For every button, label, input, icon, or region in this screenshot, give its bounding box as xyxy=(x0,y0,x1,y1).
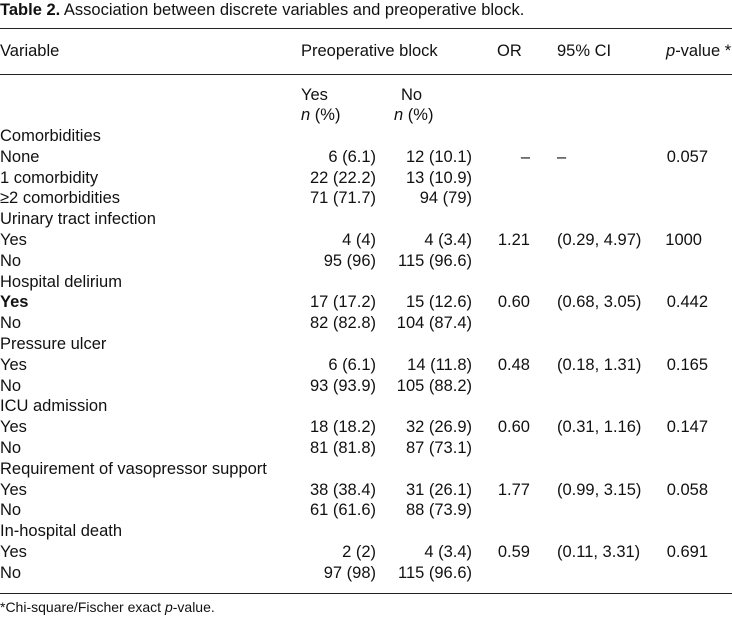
group-label: Urinary tract infection xyxy=(0,210,156,229)
table-cell-yes: 93 (93.9) xyxy=(309,376,376,395)
table-cell-or: 0.60 xyxy=(497,418,530,437)
table-cell-p: 1000 xyxy=(665,231,702,249)
subheader-n-yes-pct: (%) xyxy=(310,106,341,124)
table-cell-ci: (0.31, 1.16) xyxy=(557,418,642,437)
table-cell-no: 94 (79) xyxy=(419,189,472,208)
table-caption-label: Table 2. xyxy=(0,1,61,19)
table-cell-label: Yes xyxy=(0,293,29,312)
header-ci: 95% CI xyxy=(557,42,612,60)
table-cell-label: None xyxy=(0,147,40,166)
table-cell-label: Yes xyxy=(0,543,27,561)
table-cell-ci: (0.68, 3.05) xyxy=(557,293,642,312)
table-cell-yes: 71 (71.7) xyxy=(309,189,376,208)
subheader-n-no xyxy=(394,105,433,125)
table-cell-yes: 22 (22.2) xyxy=(309,168,376,187)
group-label: ICU admission xyxy=(0,397,108,416)
group-label: Pressure ulcer xyxy=(0,335,107,353)
table-cell-yes: 38 (38.4) xyxy=(309,480,376,499)
table-cell-label: Yes xyxy=(0,355,27,374)
table-cell-no: 32 (26.9) xyxy=(405,418,472,437)
subheader-n-yes-italic: n xyxy=(301,106,311,124)
table-cell-ci: (0.29, 4.97) xyxy=(557,231,642,249)
table-cell-yes: 95 (96) xyxy=(323,251,376,270)
header-or: OR xyxy=(497,42,522,60)
table-cell-no: 104 (87.4) xyxy=(396,314,472,333)
table-cell-label: Yes xyxy=(0,480,27,499)
header-p-italic: p xyxy=(666,42,676,60)
top-rule xyxy=(0,28,732,29)
footnote-p-italic: p xyxy=(164,599,173,615)
table-cell-label: No xyxy=(0,563,22,582)
table-cell-ci: (0.11, 3.31) xyxy=(557,543,641,561)
table-cell-no: 31 (26.1) xyxy=(405,480,472,499)
table-cell-label: 1 comorbidity xyxy=(0,168,99,187)
table-cell-no: 13 (10.9) xyxy=(405,168,472,187)
table-cell-yes: 4 (4) xyxy=(342,231,376,249)
table-cell-ci: (0.18, 1.31) xyxy=(557,355,642,374)
table-cell-no: 4 (3.4) xyxy=(424,543,472,561)
table-cell-label: ≥2 comorbidities xyxy=(0,189,121,208)
table-cell-or: 0.59 xyxy=(497,543,530,561)
subheader-n-yes xyxy=(301,105,340,125)
group-label: In-hospital death xyxy=(0,522,123,541)
table-caption xyxy=(0,1,524,20)
table-cell-label: No xyxy=(0,501,22,520)
table-cell-label: No xyxy=(0,439,22,457)
table-cell-p: 0.691 xyxy=(666,543,708,561)
table-cell-no: 14 (11.8) xyxy=(407,355,472,374)
table-footnote xyxy=(0,599,215,615)
table-cell-label: No xyxy=(0,376,22,395)
table-cell-p: 0.165 xyxy=(666,355,708,374)
table-cell-or: 1.77 xyxy=(497,480,530,499)
table-cell-yes: 81 (81.8) xyxy=(309,439,376,457)
table-cell-yes: 2 (2) xyxy=(342,543,376,561)
table-cell-ci: (0.99, 3.15) xyxy=(557,480,642,499)
table-cell-no: 115 (96.6) xyxy=(398,251,472,270)
table-cell-no: 87 (73.1) xyxy=(405,439,472,457)
table-caption-text: Association between discrete variables and preoperative block. xyxy=(63,1,525,19)
table-cell-no: 88 (73.9) xyxy=(405,501,472,520)
subheader-n-no-pct: (%) xyxy=(403,106,434,124)
table-cell-or: – xyxy=(520,147,530,166)
table-cell-yes: 18 (18.2) xyxy=(309,418,376,437)
header-variable: Variable xyxy=(0,42,60,60)
table-cell-p: 0.442 xyxy=(666,293,708,312)
header-p-value xyxy=(666,41,731,61)
table-cell-label: No xyxy=(0,314,22,333)
table-cell-p: 0.058 xyxy=(666,480,708,499)
table-cell-no: 12 (10.1) xyxy=(405,147,472,166)
table-cell-or: 0.48 xyxy=(497,355,530,374)
group-label: Requirement of vasopressor support xyxy=(0,459,267,478)
subheader-no: No xyxy=(401,86,423,104)
bottom-rule xyxy=(0,593,732,594)
table-cell-or: 1.21 xyxy=(497,231,530,249)
subheader-yes: Yes xyxy=(301,86,328,104)
subheader-n-no-italic: n xyxy=(394,106,404,124)
table-cell-label: No xyxy=(0,251,22,270)
footnote-suffix: -value. xyxy=(172,599,215,615)
table-cell-p: 0.147 xyxy=(666,418,708,437)
table-cell-no: 105 (88.2) xyxy=(396,376,472,395)
header-p-rest: -value * xyxy=(675,42,732,60)
header-rule xyxy=(0,74,732,75)
header-preoperative-block: Preoperative block xyxy=(301,42,438,60)
table-cell-yes: 6 (6.1) xyxy=(328,147,376,166)
group-label: Hospital delirium xyxy=(0,272,122,291)
table-cell-p: 0.057 xyxy=(666,147,708,166)
table-cell-yes: 6 (6.1) xyxy=(328,355,376,374)
table-cell-label: Yes xyxy=(0,231,27,249)
table-cell-or: 0.60 xyxy=(497,293,530,312)
table-cell-yes: 82 (82.8) xyxy=(309,314,376,333)
table-cell-no: 4 (3.4) xyxy=(424,231,472,249)
table-cell-label: Yes xyxy=(0,418,27,437)
footnote-prefix: *Chi-square/Fischer exact xyxy=(0,599,165,615)
table-cell-no: 115 (96.6) xyxy=(398,563,472,582)
group-label: Comorbidities xyxy=(0,127,101,145)
table-cell-yes: 61 (61.6) xyxy=(309,501,376,520)
table-cell-yes: 17 (17.2) xyxy=(309,293,376,312)
table-cell-yes: 97 (98) xyxy=(323,563,376,582)
table-cell-ci: – xyxy=(557,147,567,166)
table-cell-no: 15 (12.6) xyxy=(405,293,472,312)
